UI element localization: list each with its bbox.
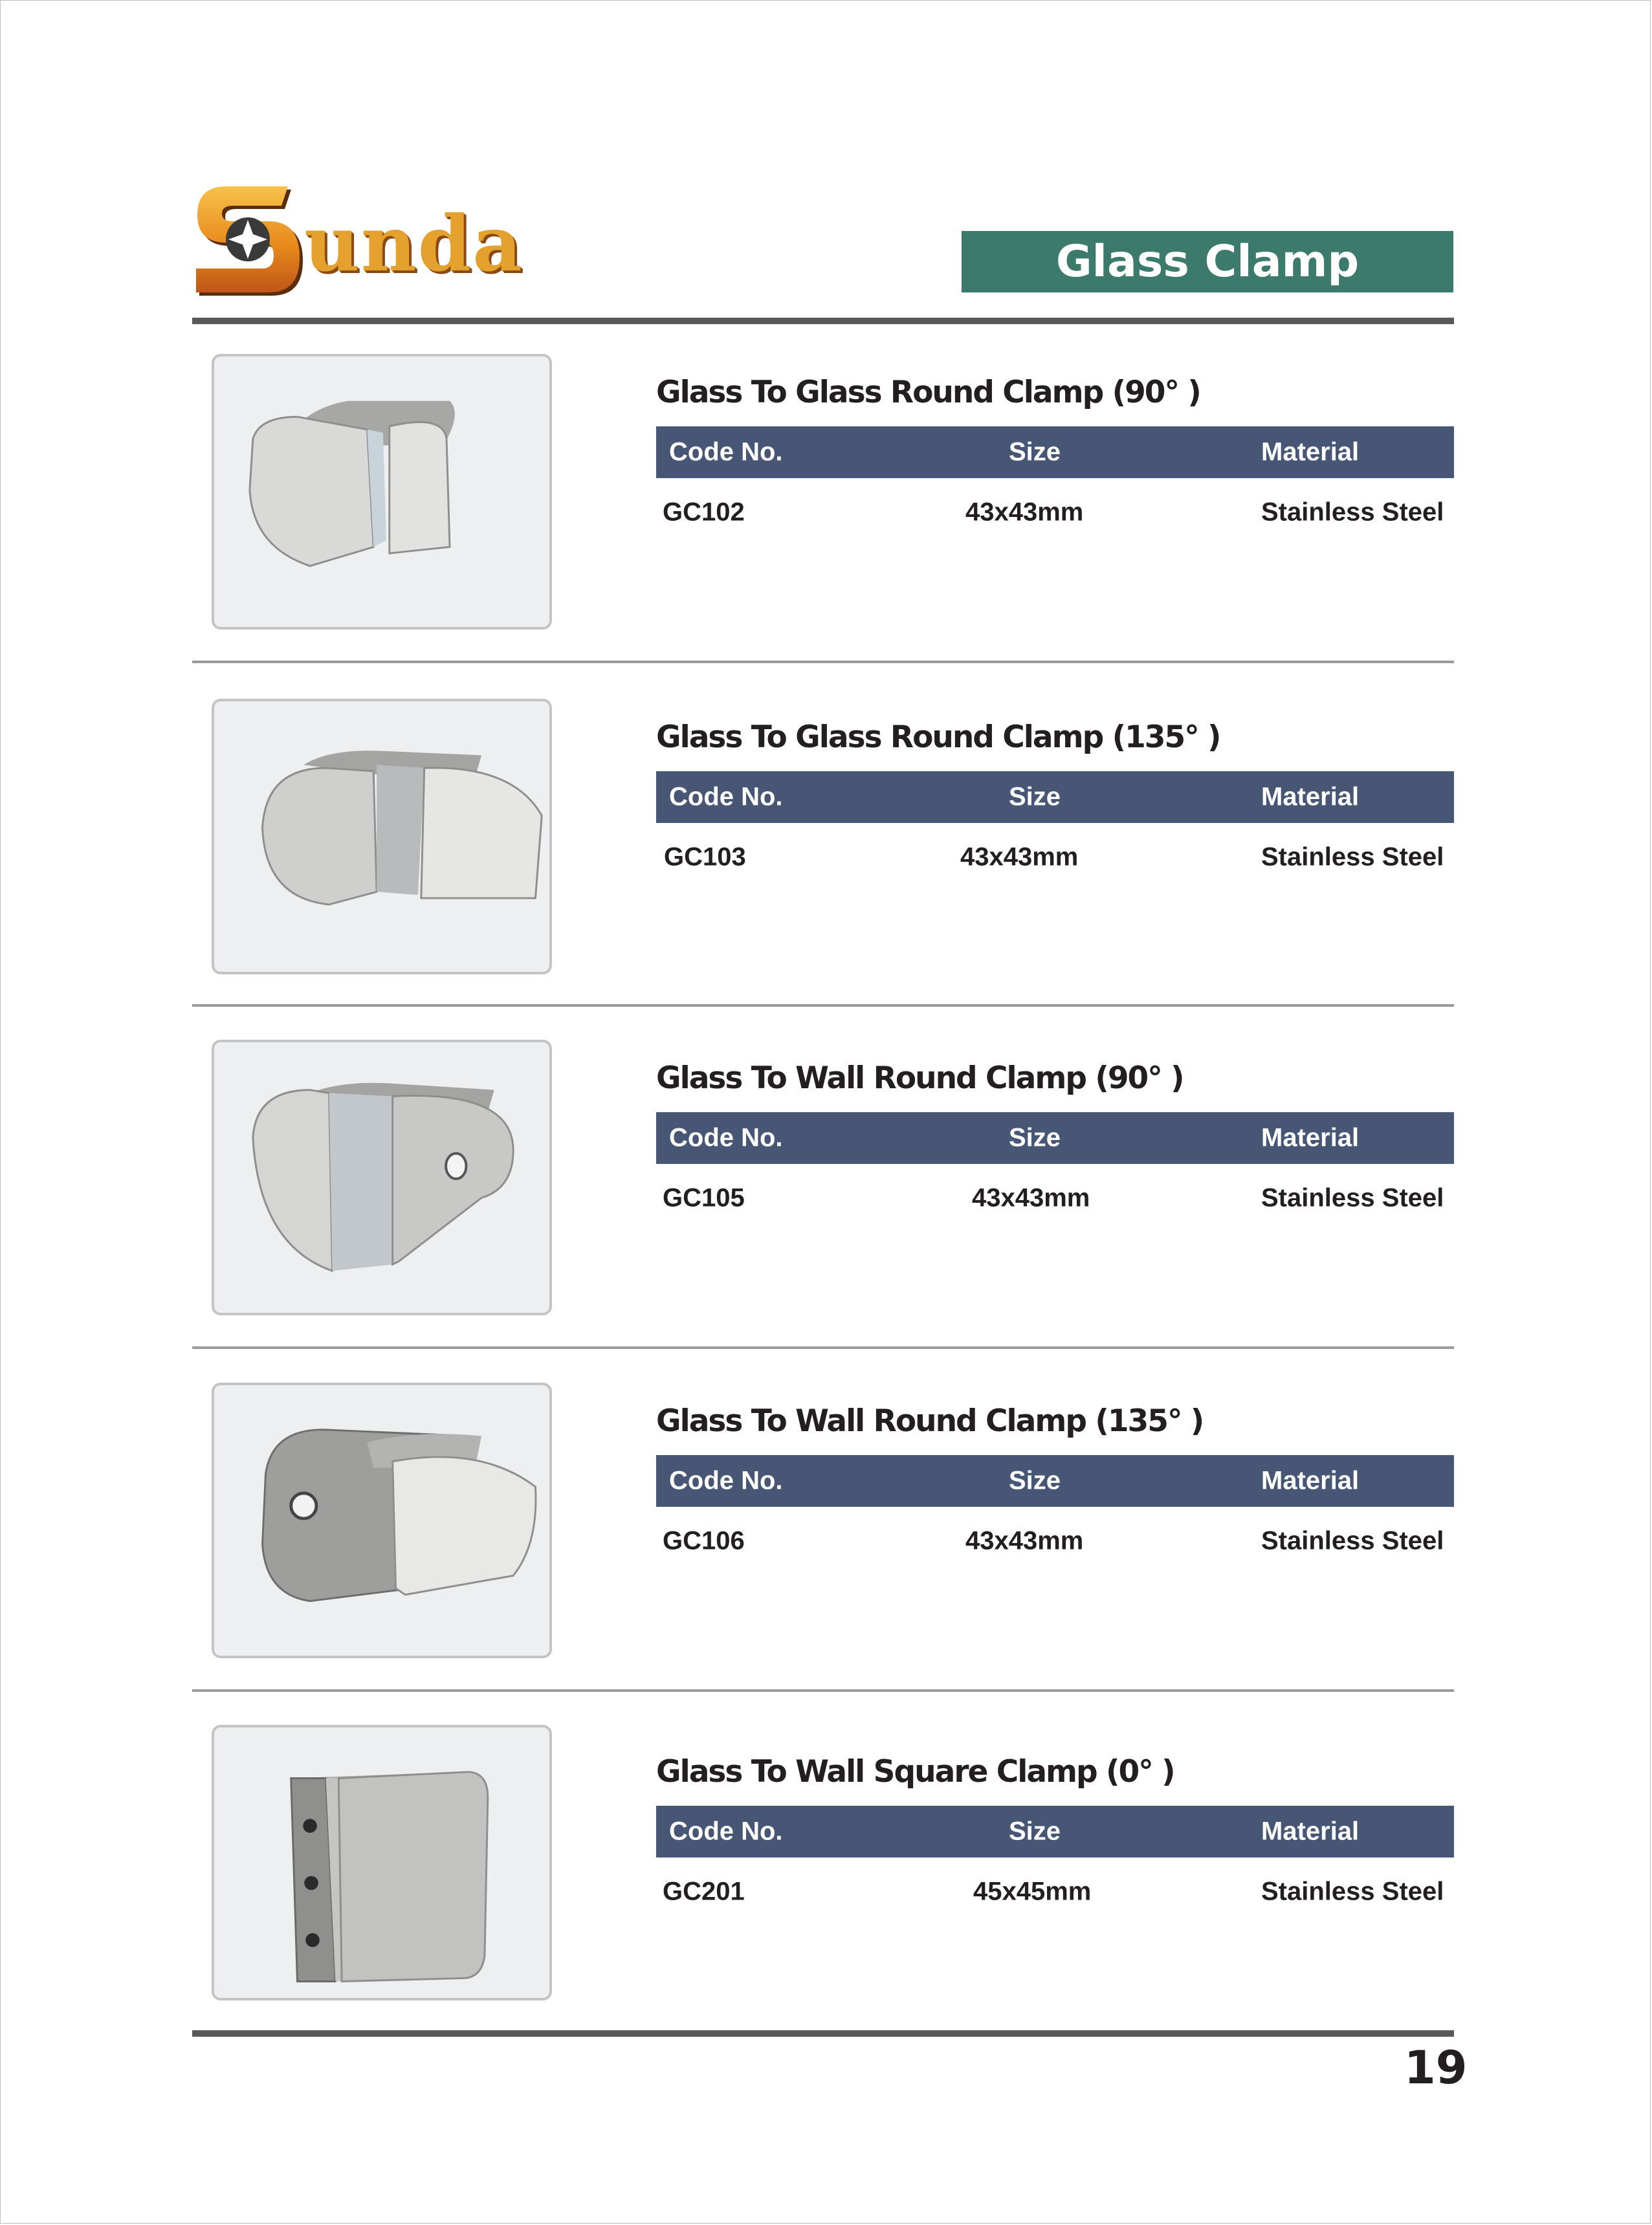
product-row	[192, 699, 1454, 977]
product-code: GC102	[663, 498, 745, 527]
product-photo	[212, 354, 552, 630]
product-title: Glass To Wall Round Clamp (90° )	[656, 1060, 1184, 1096]
product-size: 43x43mm	[960, 842, 1079, 871]
column-header-code: Code No.	[669, 1466, 783, 1495]
sunda-s-emblem-icon	[191, 181, 304, 298]
product-size: 43x43mm	[972, 1183, 1090, 1212]
clamp-135-glass-wall-photo-icon	[214, 1385, 549, 1656]
spec-table-row	[656, 483, 1454, 542]
clamp-90-glass-glass-photo-icon	[214, 356, 549, 627]
row-divider	[192, 1346, 1454, 1349]
product-material: Stainless Steel	[1261, 1526, 1444, 1555]
product-photo	[212, 1725, 552, 2000]
spec-table-header	[656, 1455, 1454, 1507]
column-header-size: Size	[1009, 1466, 1061, 1495]
product-photo	[212, 1383, 552, 1658]
column-header-size: Size	[1009, 437, 1061, 466]
row-divider	[192, 661, 1454, 663]
column-header-code: Code No.	[669, 1123, 783, 1152]
column-header-size: Size	[1009, 1817, 1061, 1846]
product-material: Stainless Steel	[1261, 1183, 1444, 1212]
column-header-size: Size	[1009, 1123, 1061, 1152]
sunda-wordmark: unda	[304, 199, 523, 289]
column-header-code: Code No.	[669, 437, 783, 466]
section-title: Glass Clamp	[962, 231, 1453, 292]
product-code: GC201	[663, 1877, 745, 1906]
header-divider	[192, 318, 1454, 324]
product-code: GC106	[663, 1526, 745, 1555]
product-size: 43x43mm	[965, 1526, 1084, 1555]
column-header-material: Material	[1261, 1466, 1360, 1495]
column-header-code: Code No.	[669, 1817, 783, 1846]
column-header-material: Material	[1261, 1817, 1360, 1846]
product-code: GC103	[664, 842, 746, 871]
product-title: Glass To Wall Round Clamp (135° )	[656, 1403, 1204, 1439]
row-divider	[192, 1004, 1454, 1007]
clamp-135-glass-glass-photo-icon	[214, 701, 549, 972]
product-title: Glass To Glass Round Clamp (90° )	[656, 375, 1200, 410]
footer-divider	[192, 2030, 1454, 2037]
product-row	[192, 354, 1454, 632]
spec-table-row	[656, 1863, 1454, 1921]
product-size: 43x43mm	[965, 498, 1084, 527]
spec-table-row	[656, 1169, 1454, 1227]
product-photo	[212, 1040, 552, 1315]
spec-table-row	[656, 1512, 1454, 1570]
spec-table-header	[656, 1806, 1454, 1858]
column-header-code: Code No.	[669, 782, 783, 811]
product-material: Stainless Steel	[1261, 1877, 1444, 1906]
column-header-size: Size	[1009, 782, 1061, 811]
product-row	[192, 1040, 1454, 1318]
product-material: Stainless Steel	[1261, 498, 1444, 527]
spec-table-header	[656, 426, 1454, 478]
clamp-90-glass-wall-photo-icon	[214, 1042, 549, 1313]
product-photo	[212, 699, 552, 974]
row-divider	[192, 1689, 1454, 1692]
column-header-material: Material	[1261, 437, 1360, 466]
column-header-material: Material	[1261, 782, 1360, 811]
spec-table-header	[656, 1112, 1454, 1164]
spec-table-row	[656, 828, 1454, 886]
product-row	[192, 1725, 1454, 2003]
product-title: Glass To Glass Round Clamp (135° )	[656, 719, 1220, 755]
clamp-0-square-glass-wall-photo-icon	[214, 1727, 549, 1998]
sunda-logo	[191, 181, 523, 298]
product-code: GC105	[663, 1183, 745, 1212]
page-number: 19	[1404, 2041, 1468, 2094]
column-header-material: Material	[1261, 1123, 1360, 1152]
product-title: Glass To Wall Square Clamp (0° )	[656, 1754, 1174, 1790]
product-size: 45x45mm	[973, 1877, 1092, 1906]
spec-table-header	[656, 771, 1454, 823]
product-material: Stainless Steel	[1261, 842, 1444, 871]
product-row	[192, 1383, 1454, 1661]
